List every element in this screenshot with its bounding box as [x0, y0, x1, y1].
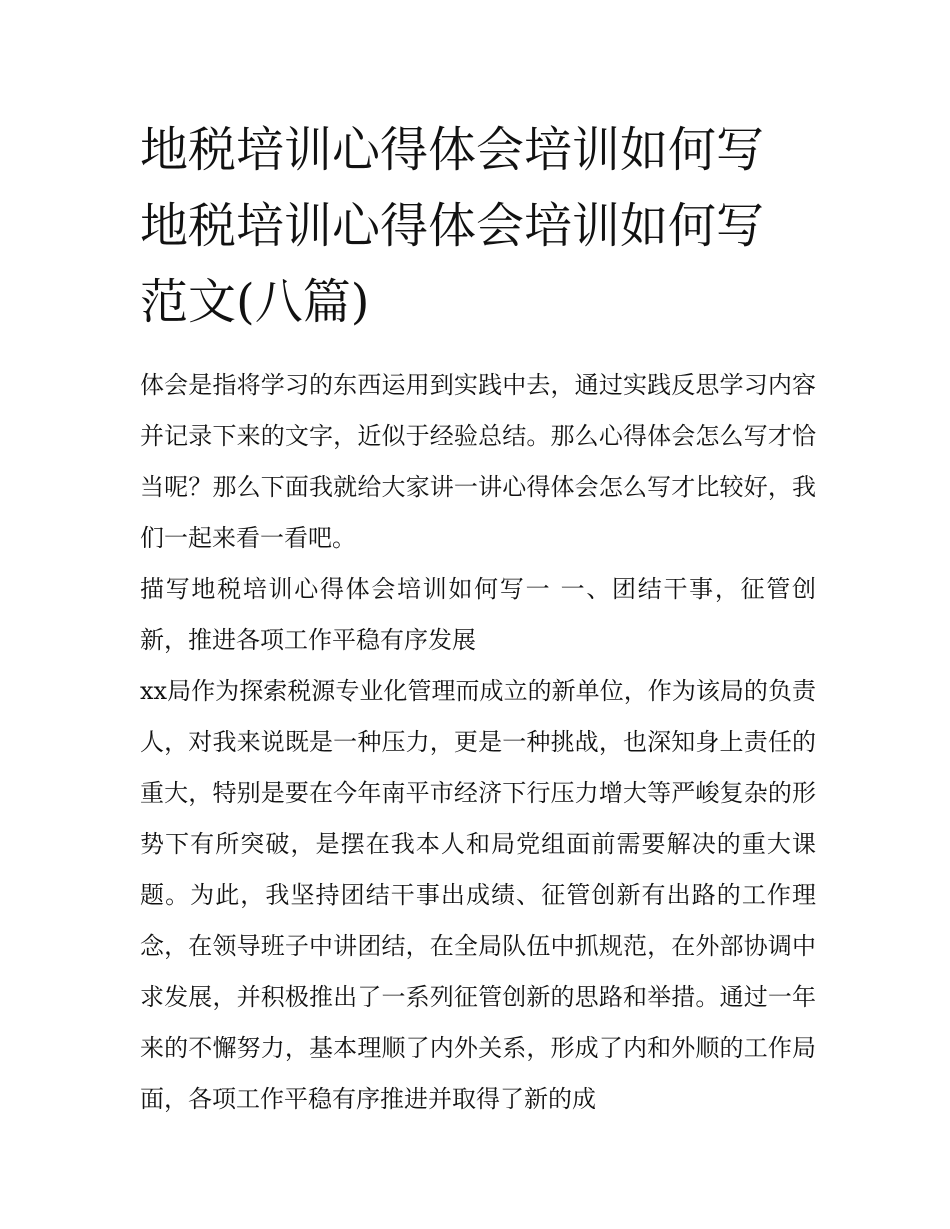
title-line-1: 地税培训心得体会培训如何写 [140, 122, 765, 178]
section-heading-paragraph: 描写地税培训心得体会培训如何写一 一、团结干事，征管创新，推进各项工作平稳有序发展 [140, 575, 816, 654]
document-page [140, 112, 816, 1125]
intro-paragraph: 体会是指将学习的东西运用到实践中去，通过实践反思学习内容并记录下来的文字，近似于经验总结。那么心得体会怎么写才恰当呢？那么下面我就给大家讲一讲心得体会怎么写才比较好，我们一起来看一看吧。 [140, 371, 816, 552]
body-paragraph: xx局作为探索税源专业化管理而成立的新单位，作为该局的负责人，对我来说既是一种压力，更是一种挑战，也深知身上责任的重大，特别是要在今年南平市经济下行压力增大等严峻复杂的形势下有所突破，是摆在我本人和局党组面前需要解决的重大课题。为此，我坚持团结干事出成绩、征管创新有出路的工作理念，在领导班子中讲团结，在全局队伍中抓规范，在外部协调中求发展，并积极推出了一系列征管创新的思路和举措。通过一年来的不懈努力，基本理顺了内外关系，形成了内和外顺的工作局面，各项工作平稳有序推进并取得了新的成 [140, 677, 816, 1113]
title-line-2: 地税培训心得体会培训如何写 [140, 198, 765, 254]
document-title [140, 112, 816, 340]
document-body [140, 360, 816, 1125]
title-line-3: 范文(八篇) [140, 274, 370, 330]
